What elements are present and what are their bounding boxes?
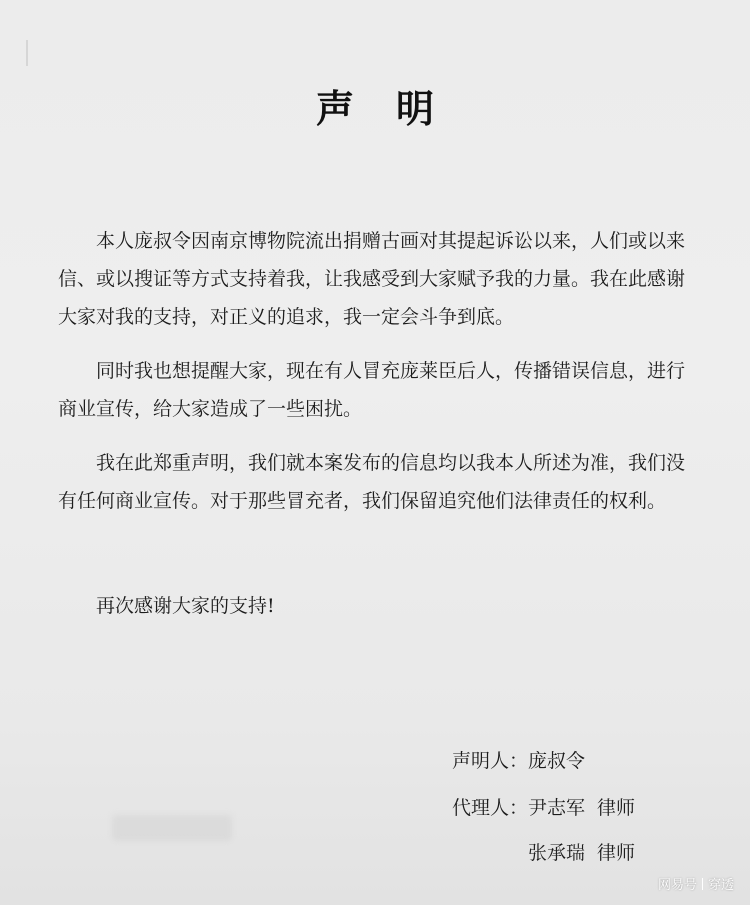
document-body: [58, 222, 698, 536]
document-title: 声明: [315, 87, 476, 131]
edge-mark: [26, 40, 28, 66]
paragraph-1: 本人庞叔令因南京博物院流出捐赠古画对其提起诉讼以来，人们或以来信、或以搜证等方式支持着我，让我感受到大家赋予我的力量。我在此感谢大家对我的支持，对正义的追求，我一定会斗争到底。: [58, 230, 686, 328]
paragraph-3: 我在此郑重声明，我们就本案发布的信息均以我本人所述为准，我们没有任何商业宣传。对于那些冒充者，我们保留追究他们法律责任的权利。: [58, 452, 686, 512]
declarant-name: 庞叔令: [528, 750, 586, 772]
agent2-name: 张承瑞: [528, 842, 586, 864]
brand-separator: [702, 878, 703, 890]
brand-watermark: [658, 874, 734, 893]
blurred-watermark: [112, 815, 232, 841]
brand-name: 网易号: [657, 878, 697, 893]
paragraph-2: 同时我也想提醒大家，现在有人冒充庞莱臣后人，传播错误信息，进行商业宣传，给大家造成了一些困扰。: [58, 360, 686, 420]
agent2-title: 律师: [597, 842, 636, 864]
agent1-name: 尹志军: [528, 797, 586, 819]
agent-label: 代理人：: [452, 797, 529, 819]
agent1-title: 律师: [597, 797, 636, 819]
declarant-signature: [452, 746, 585, 776]
declarant-label: 声明人：: [452, 750, 529, 772]
closing-line: 再次感谢大家的支持!: [96, 595, 275, 617]
author-name: 穿透: [707, 878, 734, 893]
agent-signature-1: [452, 793, 635, 823]
agent-signature-2: [528, 838, 635, 868]
